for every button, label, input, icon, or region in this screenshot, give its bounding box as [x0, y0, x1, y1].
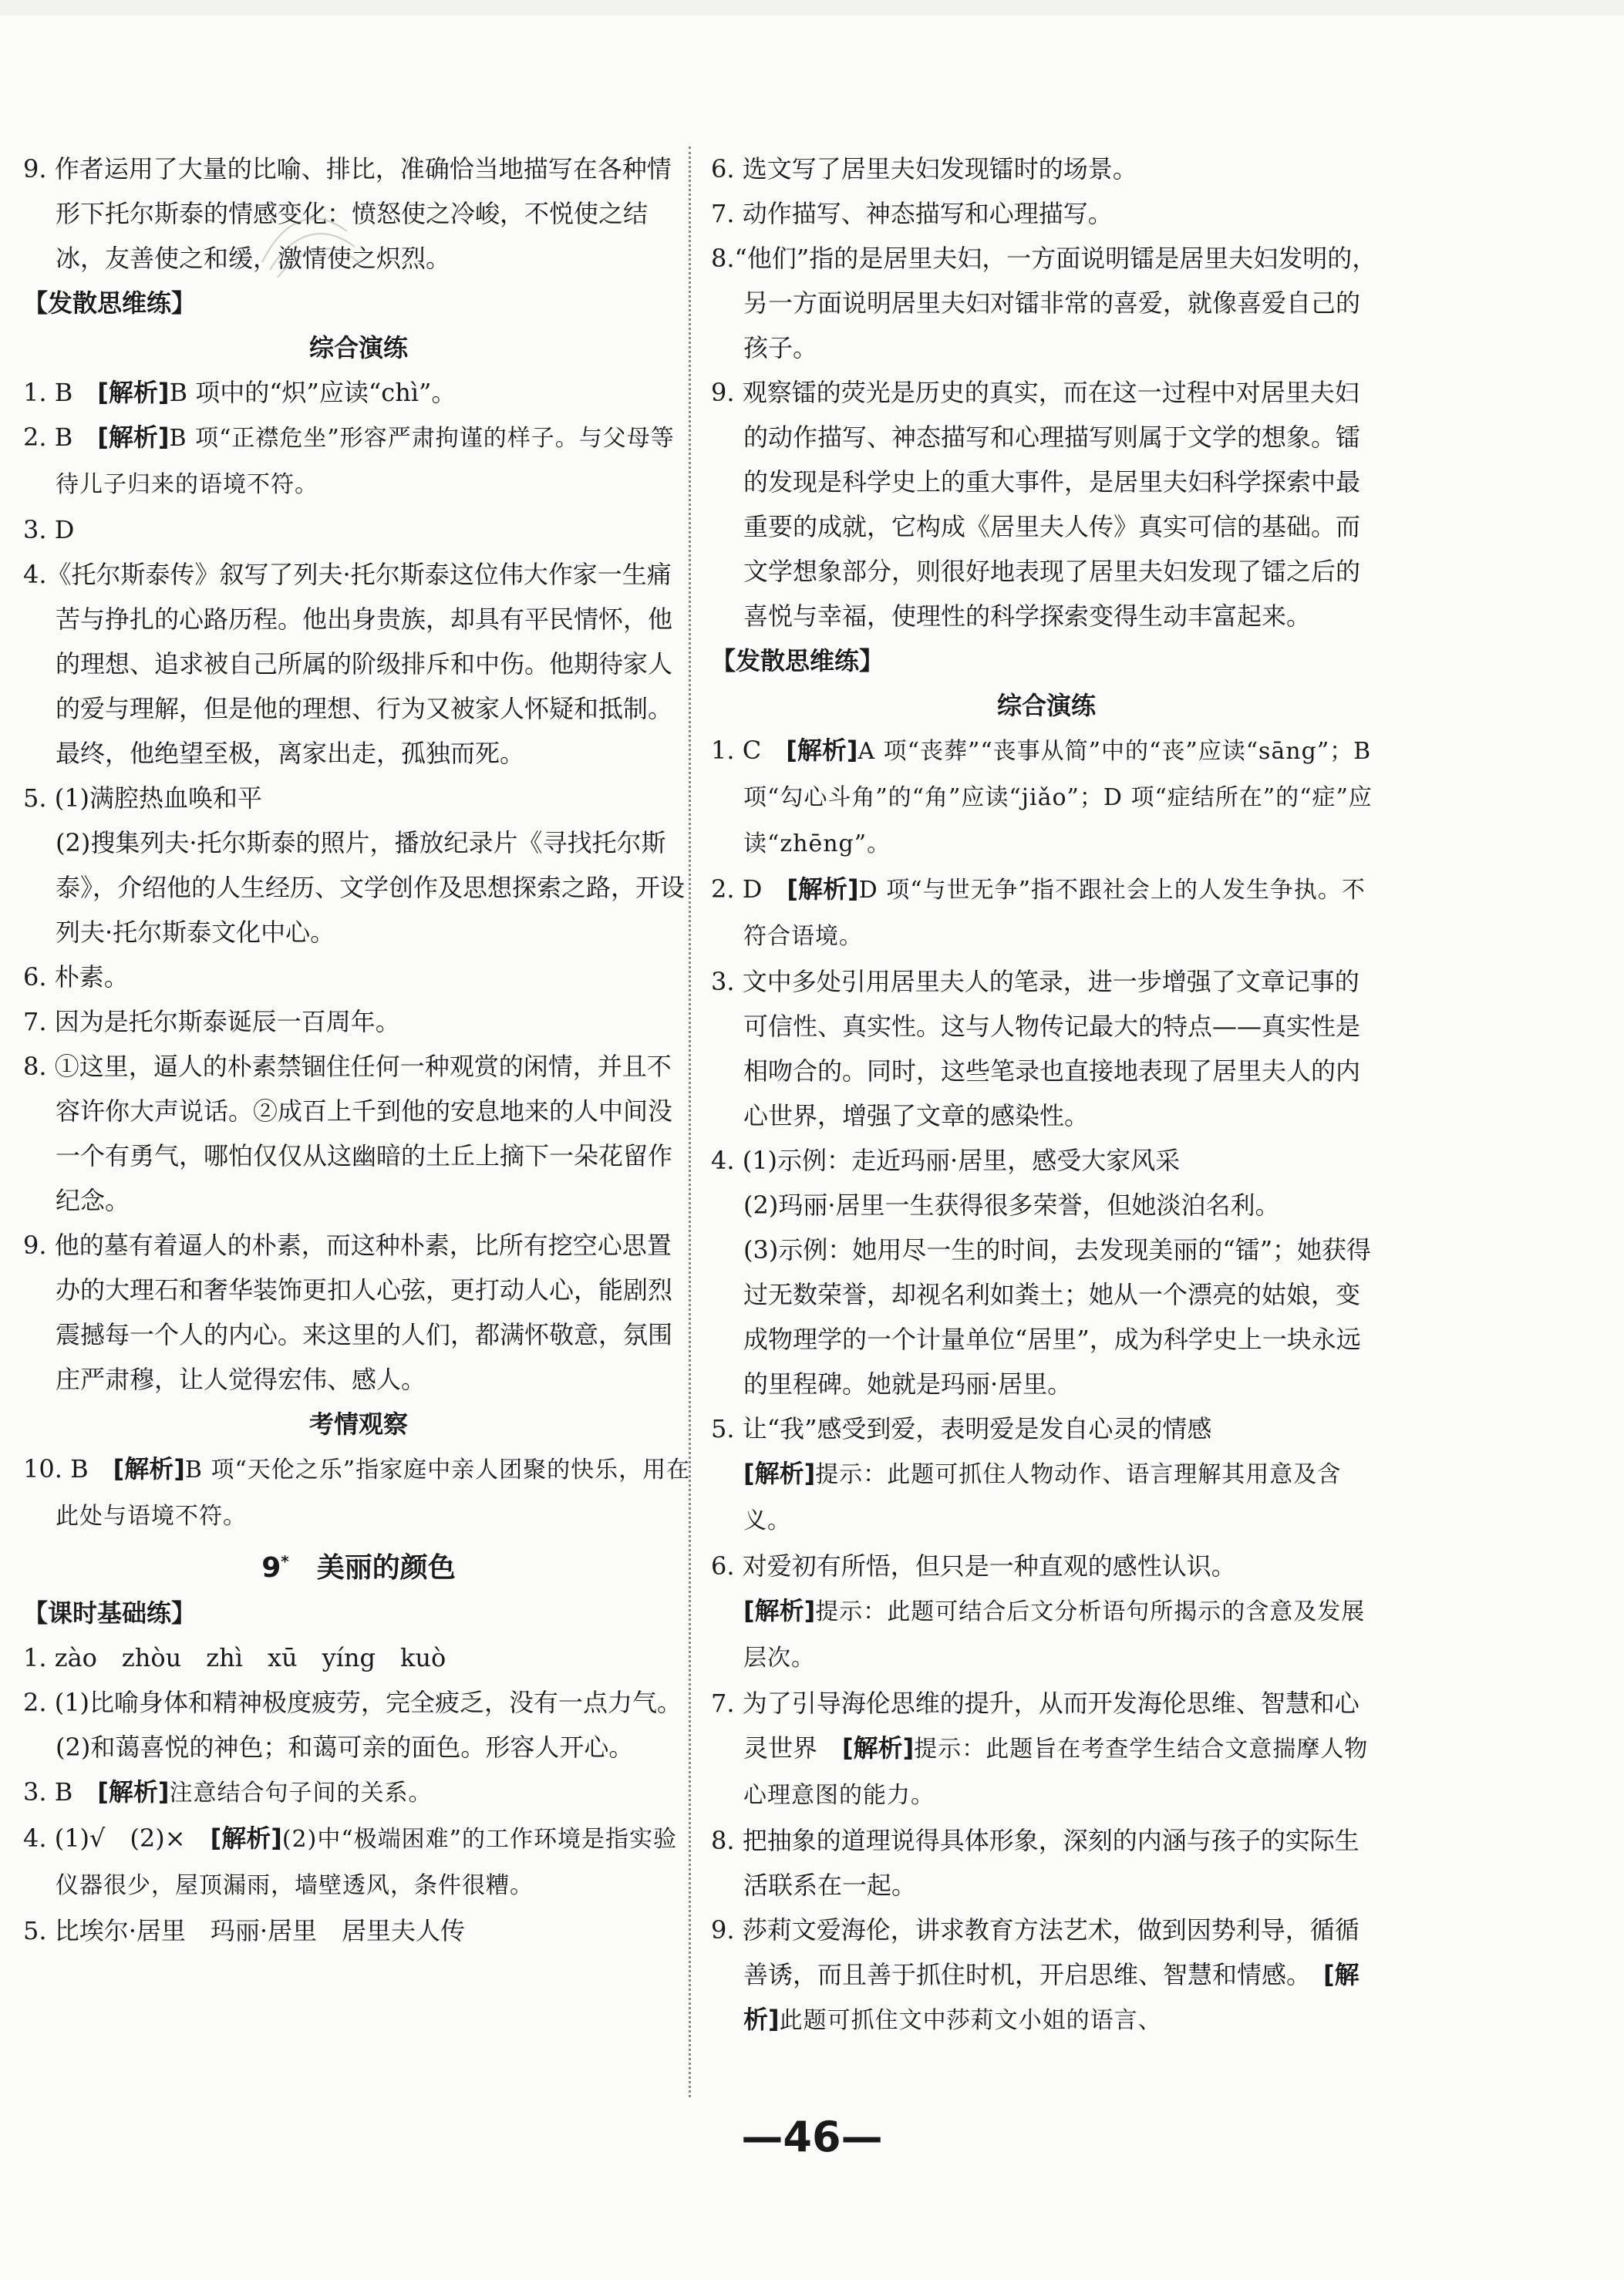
- heading-comprehensive-practice-2: 综合演练: [996, 691, 1096, 720]
- right-c-ans-8: 8. 把抽象的道理说得具体形象，深刻的内涵与孩子的实际生活联系在一起。: [711, 1826, 1360, 1900]
- analysis-tag: [解析]: [97, 423, 170, 452]
- ans-label: 4. (1)√ (2)×: [23, 1824, 211, 1853]
- left-ans-10: [23, 1446, 694, 1539]
- right-c-ans-4-1: 4. (1)示例：走近玛丽·居里，感受大家风采: [711, 1146, 1181, 1175]
- heading-comprehensive-practice: 综合演练: [308, 333, 408, 362]
- left-b-ans-4: [23, 1816, 694, 1908]
- right-ans-8: 8.“他们”指的是居里夫妇，一方面说明镭是居里夫妇发明的，另一方面说明居里夫妇对镭非常的喜爱，就像喜爱自己的孩子。: [711, 244, 1377, 362]
- right-c-ans-5-note: [711, 1451, 1382, 1544]
- ans-text: 提示：此题旨在考查学生结合文意揣摩人物心理意图的能力。: [743, 1736, 1369, 1809]
- analysis-tag: [解析]: [842, 1733, 915, 1763]
- left-ans-1: [23, 370, 694, 415]
- left-b-ans-3: [23, 1770, 694, 1816]
- ans-text: A 项“丧葬”“丧事从简”中的“丧”应读“sāng”；B 项“勾心斗角”的“角”应读“jiǎo”；D 项“症结所在”的“症”应读“zhēng”。: [743, 738, 1373, 857]
- right-c-ans-9: [711, 1908, 1382, 2043]
- chapter-title: [23, 1539, 694, 1591]
- left-column: [23, 146, 694, 1953]
- analysis-tag: [解析]: [786, 736, 858, 765]
- left-b-ans-2-1: 2. (1)比喻身体和精神极度疲劳，完全疲乏，没有一点力气。: [23, 1688, 682, 1717]
- page-number: —46—: [741, 2113, 883, 2161]
- right-ans-6: 6. 选文写了居里夫妇发现镭时的场景。: [711, 154, 1137, 184]
- right-c-ans-4-2: (2)玛丽·居里一生获得很多荣誉，但她淡泊名利。: [743, 1191, 1280, 1220]
- chapter-number: 9: [261, 1552, 281, 1584]
- right-c-ans-1: [711, 728, 1382, 867]
- right-c-ans-7: [711, 1681, 1382, 1818]
- ans-text: B 项“天伦之乐”指家庭中亲人团聚的快乐，用在此处与语境不符。: [56, 1457, 691, 1530]
- right-c-ans-2: [711, 867, 1382, 959]
- stamp-mark-icon: [247, 185, 362, 293]
- right-c-ans-5: 5. 让“我”感受到爱，表明爱是发自心灵的情感: [711, 1414, 1212, 1443]
- chapter-star: *: [281, 1552, 289, 1571]
- right-c-ans-6: 6. 对爱初有所悟，但只是一种直观的感性认识。: [711, 1551, 1236, 1581]
- ans-label: 1. C: [711, 736, 787, 765]
- ans-text: B 项“正襟危坐”形容严肃拘谨的样子。与父母等待儿子归来的语境不符。: [56, 425, 675, 498]
- ans-text: 提示：此题可抓住人物动作、语言理解其用意及含义。: [743, 1461, 1342, 1534]
- analysis-tag: [解析]: [97, 1777, 170, 1807]
- left-b-ans-5: 5. 比埃尔·居里 玛丽·居里 居里夫人传: [23, 1916, 466, 1945]
- right-column: [711, 146, 1382, 2043]
- analysis-tag: [解析]: [97, 378, 170, 407]
- left-ans-5-2: (2)搜集列夫·托尔斯泰的照片，播放纪录片《寻找托尔斯泰》，介绍他的人生经历、文学创作及思想探索之路，开设列夫·托尔斯泰文化中心。: [56, 828, 686, 947]
- left-ans-9: 9. 他的墓有着逼人的朴素，而这种朴素，比所有挖空心思置办的大理石和奢华装饰更扣人心弦，更打动人心，能剧烈震撼每一个人的内心。来这里的人们，都满怀敬意，氛围庄严肃穆，让人觉得宏伟、感人。: [23, 1231, 673, 1394]
- top-edge: [0, 0, 1624, 15]
- ans-text: 此题可抓住文中莎莉文小姐的语言、: [779, 2007, 1162, 2034]
- ans-text: D 项“与世无争”指不跟社会上的人发生争执。不符合语境。: [743, 877, 1366, 950]
- section-lesson-basics: 【课时基础练】: [23, 1598, 197, 1628]
- ans-text: (2)中“极端困难”的工作环境是指实验仪器很少，屋顶漏雨，墙壁透风，条件很糟。: [56, 1826, 678, 1899]
- analysis-tag: [解析]: [787, 874, 859, 904]
- column-divider: [689, 146, 691, 2097]
- ans-text: 提示：此题可结合后文分析语句所揭示的含意及发展层次。: [743, 1598, 1366, 1672]
- left-ans-6: 6. 朴素。: [23, 962, 129, 992]
- left-ans-4: 4.《托尔斯泰传》叙写了列夫·托尔斯泰这位伟大作家一生痛苦与挣扎的心路历程。他出身贵族，却具有平民情怀，他的理想、追求被自己所属的阶级排斥和中伤。他期待家人的爱与理解，但是他的理想、行为又被家人怀疑和抵制。最终，他绝望至极，离家出走，孤独而死。: [23, 560, 673, 768]
- chapter-name: 美丽的颜色: [316, 1552, 456, 1584]
- left-ans-2: [23, 415, 694, 507]
- ans-label: 3. B: [23, 1777, 98, 1807]
- left-ans-8: 8. ①这里，逼人的朴素禁锢住任何一种观赏的闲情，并且不容许你大声说话。②成百上千到他的安息地来的人中间没一个有勇气，哪怕仅仅从这幽暗的土丘上摘下一朵花留作纪念。: [23, 1052, 673, 1215]
- analysis-tag: [解析]: [743, 1596, 816, 1625]
- left-ans-5-1: 5. (1)满腔热血唤和平: [23, 783, 263, 813]
- section-divergent-thinking: 【发散思维练】: [23, 288, 197, 318]
- analysis-tag: [解析]: [743, 1459, 816, 1488]
- right-ans-9: 9. 观察镭的荧光是历史的真实，而在这一过程中对居里夫妇的动作描写、神态描写和心理描写则属于文学的想象。镭的发现是科学史上的重大事件，是居里夫妇科学探索中最重要的成就，它构成《居里夫人传》真实可信的基础。而文学想象部分，则很好地表现了居里夫妇发现了镭之后的喜悦与幸福，使理性的科学探索变得生动丰富起来。: [711, 378, 1361, 631]
- right-ans-7: 7. 动作描写、神态描写和心理描写。: [711, 199, 1113, 228]
- ans-label: 1. B: [23, 378, 98, 407]
- left-b-ans-1: 1. zào zhòu zhì xū yíng kuò: [23, 1643, 446, 1672]
- left-b-ans-2-2: (2)和蔼喜悦的神色；和蔼可亲的面色。形容人开心。: [56, 1733, 634, 1762]
- left-ans-7: 7. 因为是托尔斯泰诞辰一百周年。: [23, 1007, 400, 1036]
- analysis-tag: [解析]: [743, 1960, 1360, 2034]
- ans-label: 10. B: [23, 1454, 113, 1484]
- heading-exam-observation: 考情观察: [308, 1409, 408, 1439]
- ans-label: 9. 莎莉文爱海伦，讲求教育方法艺术，做到因势利导，循循善诱，而且善于抓住时机，开启思维、智慧和情感。: [711, 1915, 1360, 1989]
- ans-label: 2. D: [711, 874, 787, 904]
- ans-label: 7. 为了引导海伦思维的提升，从而开发海伦思维、智慧和心灵世界: [711, 1689, 1360, 1763]
- ans-text: B 项中的“炽”应读“chì”。: [169, 378, 457, 407]
- right-c-ans-6-note: [711, 1588, 1382, 1681]
- ans-label: 2. B: [23, 423, 98, 452]
- left-q9: 9. 作者运用了大量的比喻、排比，准确恰当地描写在各种情形下托尔斯泰的情感变化：愤怒使之冷峻，不悦使之结冰，友善使之和缓，激情使之炽烈。: [23, 154, 672, 273]
- right-c-ans-3: 3. 文中多处引用居里夫人的笔录，进一步增强了文章记事的可信性、真实性。这与人物传记最大的特点——真实性是相吻合的。同时，这些笔录也直接地表现了居里夫人的内心世界，增强了文章的感染性。: [711, 967, 1361, 1130]
- right-c-ans-4-3: (3)示例：她用尽一生的时间，去发现美丽的“镭”；她获得过无数荣誉，却视名利如粪土；她从一个漂亮的姑娘，变成物理学的一个计量单位“居里”，成为科学史上一块永远的里程碑。她就是玛丽·居里。: [743, 1235, 1372, 1399]
- left-ans-3: 3. D: [23, 515, 75, 544]
- analysis-tag: [解析]: [210, 1824, 282, 1853]
- analysis-tag: [解析]: [113, 1454, 185, 1484]
- ans-text: 注意结合句子间的关系。: [169, 1780, 433, 1807]
- section-divergent-thinking-2: 【发散思维练】: [711, 646, 884, 675]
